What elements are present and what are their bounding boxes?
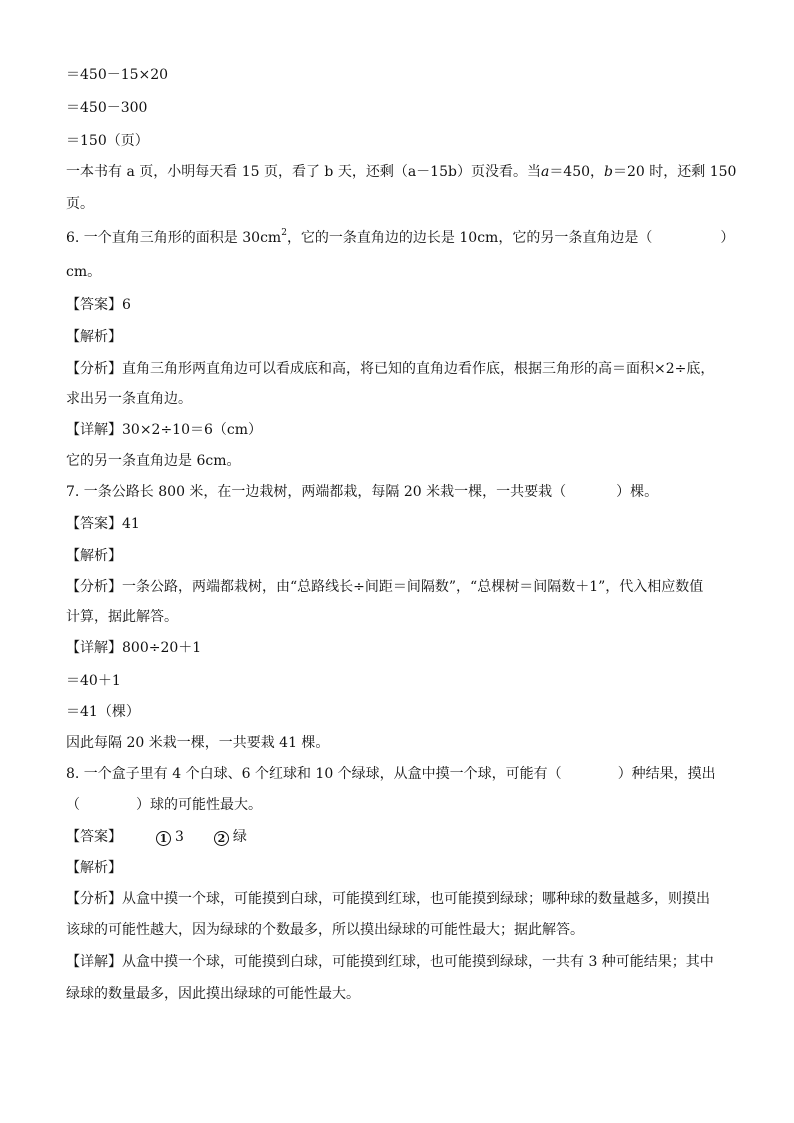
- eq-a: ＝450: [549, 164, 591, 180]
- q8-answer-tag: 【答案】: [66, 829, 122, 845]
- circled-two-icon: 2: [214, 831, 229, 846]
- q6-stem-b: ，它的一条直角边的边长是 10cm，它的另一条直角边是（: [286, 230, 653, 246]
- q6-fenxi: 【分析】直角三角形两直角边可以看成底和高，将已知的直角边看作底，根据三角形的高＝面积×2÷底，: [66, 361, 715, 377]
- q6-xiangjie: 【详解】30×2÷10＝6（cm）: [66, 422, 263, 438]
- q8-stem-mid: ）种结果，摸出: [617, 766, 716, 782]
- separator: ，: [590, 164, 605, 180]
- circled-one-icon: 1: [156, 831, 171, 846]
- calc-step-3: ＝150（页）: [66, 133, 149, 149]
- q6-stem-line2: cm。: [66, 264, 102, 280]
- q6-answer-tag: 【答案】: [66, 297, 122, 313]
- q6-analysis-head: 【解析】: [66, 329, 122, 345]
- q8-stem: [66, 764, 716, 784]
- q8-answer-1: 3: [175, 829, 184, 845]
- var-a: a: [540, 164, 550, 180]
- calc-step-1: ＝450－15×20: [66, 67, 169, 83]
- q8-xiangjie: 【详解】从盒中摸一个球，可能摸到白球，可能摸到红球，也可能摸到绿球，一共有 3 种可能结果；其中: [66, 954, 714, 970]
- q7-xiangjie: 【详解】800÷20＋1: [66, 640, 202, 656]
- q7-stem-end: ）棵。: [616, 484, 659, 500]
- q6-stem: [66, 228, 734, 248]
- eq-b: ＝20: [613, 164, 645, 180]
- q6-answer-value: 6: [122, 297, 131, 313]
- q7-answer-value: 41: [122, 516, 140, 532]
- q8-stem2-open: （: [66, 797, 80, 813]
- q7-step-2: ＝41（棵）: [66, 704, 140, 720]
- q8-answer: [66, 827, 247, 847]
- q6-conclusion: 它的另一条直角边是 6cm。: [66, 453, 241, 469]
- q7-stem-text: 7. 一条公路长 800 米，在一边栽树，两端都栽，每隔 20 米栽一棵，一共要栽（: [66, 484, 567, 500]
- q7-stem: [66, 482, 658, 502]
- q7-answer-tag: 【答案】: [66, 516, 122, 532]
- q7-step-1: ＝40＋1: [66, 673, 121, 689]
- q8-stem-line2: [66, 795, 262, 815]
- q8-analysis-head: 【解析】: [66, 860, 122, 876]
- q8-stem-text: 8. 一个盒子里有 4 个白球、6 个红球和 10 个绿球，从盒中摸一个球，可能有（: [66, 766, 562, 782]
- q7-conclusion: 因此每隔 20 米栽一棵，一共要栽 41 棵。: [66, 735, 330, 751]
- q7-fenxi-2: 计算，据此解答。: [66, 609, 178, 625]
- q8-fenxi: 【分析】从盒中摸一个球，可能摸到白球，可能摸到红球，也可能摸到绿球；哪种球的数量越多，则摸出: [66, 891, 710, 907]
- calc-step-2: ＝450－300: [66, 100, 148, 116]
- var-b: b: [604, 164, 614, 180]
- q6-superscript: 2: [281, 228, 287, 239]
- q6-answer: [66, 295, 131, 315]
- q8-answer-2: 绿: [232, 829, 247, 845]
- q7-fenxi: 【分析】一条公路，两端都栽树，由“总路线长÷间距＝间隔数”，“总棵树＝间隔数＋1”，代入相应数值: [66, 579, 704, 595]
- q6-stem-a: 6. 一个直角三角形的面积是 30cm: [66, 230, 282, 246]
- q7-answer: [66, 514, 140, 534]
- conclusion-line: [66, 162, 736, 182]
- conclusion-text: 一本书有 a 页，小明每天看 15 页，看了 b 天，还剩（a－15b）页没看。当: [66, 164, 541, 180]
- conclusion-end: 时，还剩 150: [644, 164, 737, 180]
- q6-fenxi-2: 求出另一条直角边。: [66, 391, 192, 407]
- q6-blank-close: ）: [720, 230, 735, 246]
- conclusion-line-2: 页。: [66, 196, 94, 212]
- q8-stem2-end: ）球的可能性最大。: [136, 797, 262, 813]
- q8-xiangjie-2: 绿球的数量最多，因此摸出绿球的可能性最大。: [66, 986, 360, 1002]
- q7-analysis-head: 【解析】: [66, 548, 122, 564]
- q8-fenxi-2: 该球的可能性越大，因为绿球的个数最多，所以摸出绿球的可能性最大；据此解答。: [66, 922, 584, 938]
